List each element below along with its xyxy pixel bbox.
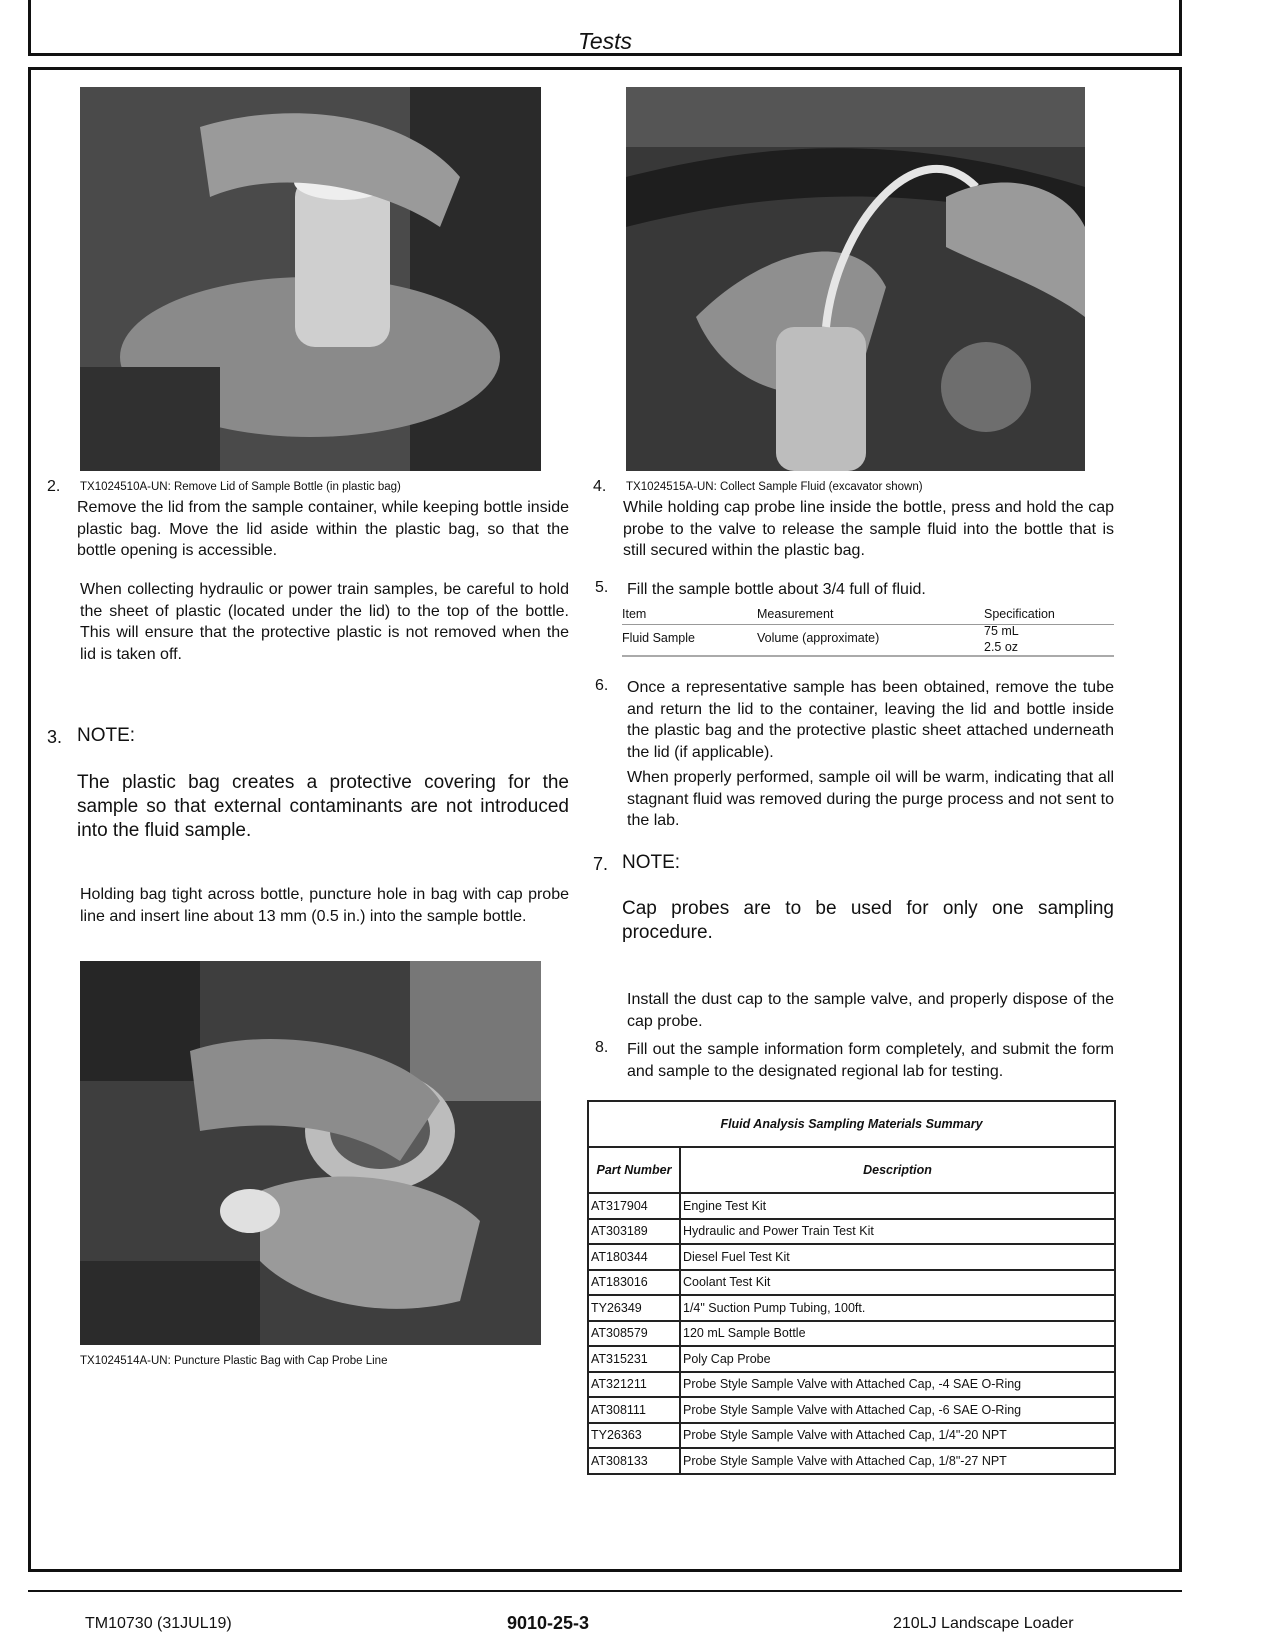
- figure-remove-lid-photo: [80, 87, 541, 471]
- description-cell: Coolant Test Kit: [680, 1270, 1115, 1296]
- part-number-cell: AT317904: [588, 1193, 680, 1219]
- step-text: Fill the sample bottle about 3/4 full of fluid.: [627, 581, 926, 598]
- note-label: NOTE:: [77, 725, 136, 746]
- step-number: 4.: [593, 478, 607, 495]
- table-row: [588, 1244, 1115, 1270]
- step-number: 7.: [593, 854, 609, 874]
- description-cell: Probe Style Sample Valve with Attached Cap, -6 SAE O-Ring: [680, 1397, 1115, 1423]
- step-number: 3.: [47, 727, 63, 747]
- table-row: [588, 1270, 1115, 1296]
- figure-caption: TX1024515A-UN: Collect Sample Fluid (excavator shown): [626, 481, 923, 493]
- description-cell: Engine Test Kit: [680, 1193, 1115, 1219]
- step-text: When collecting hydraulic or power train samples, be careful to hold the sheet of plastic (located under the lid) to the top of the bottle. This will ensure that the protective plastic is not removed when the lid is taken off.: [80, 581, 569, 663]
- note-body: The plastic bag creates a protective covering for the sample so that external contaminants are not introduced into the fluid sample.: [77, 772, 569, 841]
- step-text: Remove the lid from the sample container, while keeping bottle inside plastic bag. Move the lid aside within the plastic bag, so that the bottle opening is accessible.: [77, 499, 569, 559]
- description-cell: Probe Style Sample Valve with Attached Cap, -4 SAE O-Ring: [680, 1372, 1115, 1398]
- footer-model: 210LJ Landscape Loader: [893, 1615, 1074, 1632]
- table-row: [588, 1193, 1115, 1219]
- table-row: [588, 1372, 1115, 1398]
- note-label: NOTE:: [622, 852, 681, 873]
- step-text: While holding cap probe line inside the bottle, press and hold the cap probe to the valve to release the sample fluid into the bottle that is still secured within the plastic bag.: [623, 499, 1114, 559]
- step-text: When properly performed, sample oil will be warm, indicating that all stagnant fluid was removed during the purge process and not sent to the lab.: [627, 769, 1114, 829]
- spec-header-item: Item: [622, 607, 647, 621]
- spec-table: [622, 607, 1114, 659]
- part-number-cell: AT303189: [588, 1219, 680, 1245]
- table-row: [588, 1423, 1115, 1449]
- summary-col-part: Part Number: [588, 1147, 680, 1193]
- step-number: 8.: [595, 1039, 609, 1056]
- part-number-cell: AT308133: [588, 1448, 680, 1474]
- description-cell: Probe Style Sample Valve with Attached Cap, 1/8"-27 NPT: [680, 1448, 1115, 1474]
- part-number-cell: AT321211: [588, 1372, 680, 1398]
- table-row: [588, 1321, 1115, 1347]
- part-number-cell: TY26363: [588, 1423, 680, 1449]
- part-number-cell: AT180344: [588, 1244, 680, 1270]
- description-cell: Diesel Fuel Test Kit: [680, 1244, 1115, 1270]
- step-number: 2.: [47, 478, 61, 495]
- figure-caption: TX1024514A-UN: Puncture Plastic Bag with Cap Probe Line: [80, 1355, 388, 1367]
- summary-title: Fluid Analysis Sampling Materials Summary: [588, 1101, 1115, 1147]
- summary-col-desc: Description: [680, 1147, 1115, 1193]
- spec-item: Fluid Sample: [622, 631, 695, 645]
- part-number-cell: AT183016: [588, 1270, 680, 1296]
- spec-header-specification: Specification: [984, 607, 1055, 621]
- step-number: 6.: [595, 677, 609, 694]
- step-number: 5.: [595, 579, 609, 596]
- figure-caption: TX1024510A-UN: Remove Lid of Sample Bottle (in plastic bag): [80, 481, 401, 493]
- table-row: [588, 1295, 1115, 1321]
- spec-value-imperial: 2.5 oz: [984, 640, 1019, 654]
- footer-page-number: 9010-25-3: [507, 1613, 590, 1633]
- materials-summary-table: [587, 1100, 1116, 1475]
- note-body: Cap probes are to be used for only one sampling procedure.: [622, 898, 1114, 943]
- table-row: [588, 1219, 1115, 1245]
- figure-collect-fluid-photo: [626, 87, 1085, 471]
- part-number-cell: TY26349: [588, 1295, 680, 1321]
- spec-header-measurement: Measurement: [757, 607, 834, 621]
- footer-doc-id: TM10730 (31JUL19): [85, 1615, 232, 1632]
- part-number-cell: AT308579: [588, 1321, 680, 1347]
- description-cell: Probe Style Sample Valve with Attached Cap, 1/4"-20 NPT: [680, 1423, 1115, 1449]
- page-title: Tests: [577, 28, 633, 54]
- step-text: Install the dust cap to the sample valve, and properly dispose of the cap probe.: [627, 991, 1114, 1030]
- table-row: [588, 1397, 1115, 1423]
- spec-measurement: Volume (approximate): [757, 631, 880, 645]
- step-text: Holding bag tight across bottle, puncture hole in bag with cap probe line and insert line about 13 mm (0.5 in.) into the sample bottle.: [80, 886, 569, 925]
- spec-value-metric: 75 mL: [984, 624, 1019, 638]
- description-cell: Poly Cap Probe: [680, 1346, 1115, 1372]
- step-text: Fill out the sample information form completely, and submit the form and sample to the designated regional lab for testing.: [627, 1041, 1114, 1080]
- part-number-cell: AT315231: [588, 1346, 680, 1372]
- table-row: [588, 1448, 1115, 1474]
- description-cell: 120 mL Sample Bottle: [680, 1321, 1115, 1347]
- description-cell: 1/4" Suction Pump Tubing, 100ft.: [680, 1295, 1115, 1321]
- step-text: Once a representative sample has been obtained, remove the tube and return the lid to the container, leaving the lid and bottle inside the plastic bag and the protective plastic sheet attached underneath the lid (if applicable).: [627, 679, 1114, 761]
- figure-puncture-bag-photo: [80, 961, 541, 1345]
- part-number-cell: AT308111: [588, 1397, 680, 1423]
- description-cell: Hydraulic and Power Train Test Kit: [680, 1219, 1115, 1245]
- footer-rule: [28, 1590, 1182, 1592]
- table-row: [588, 1346, 1115, 1372]
